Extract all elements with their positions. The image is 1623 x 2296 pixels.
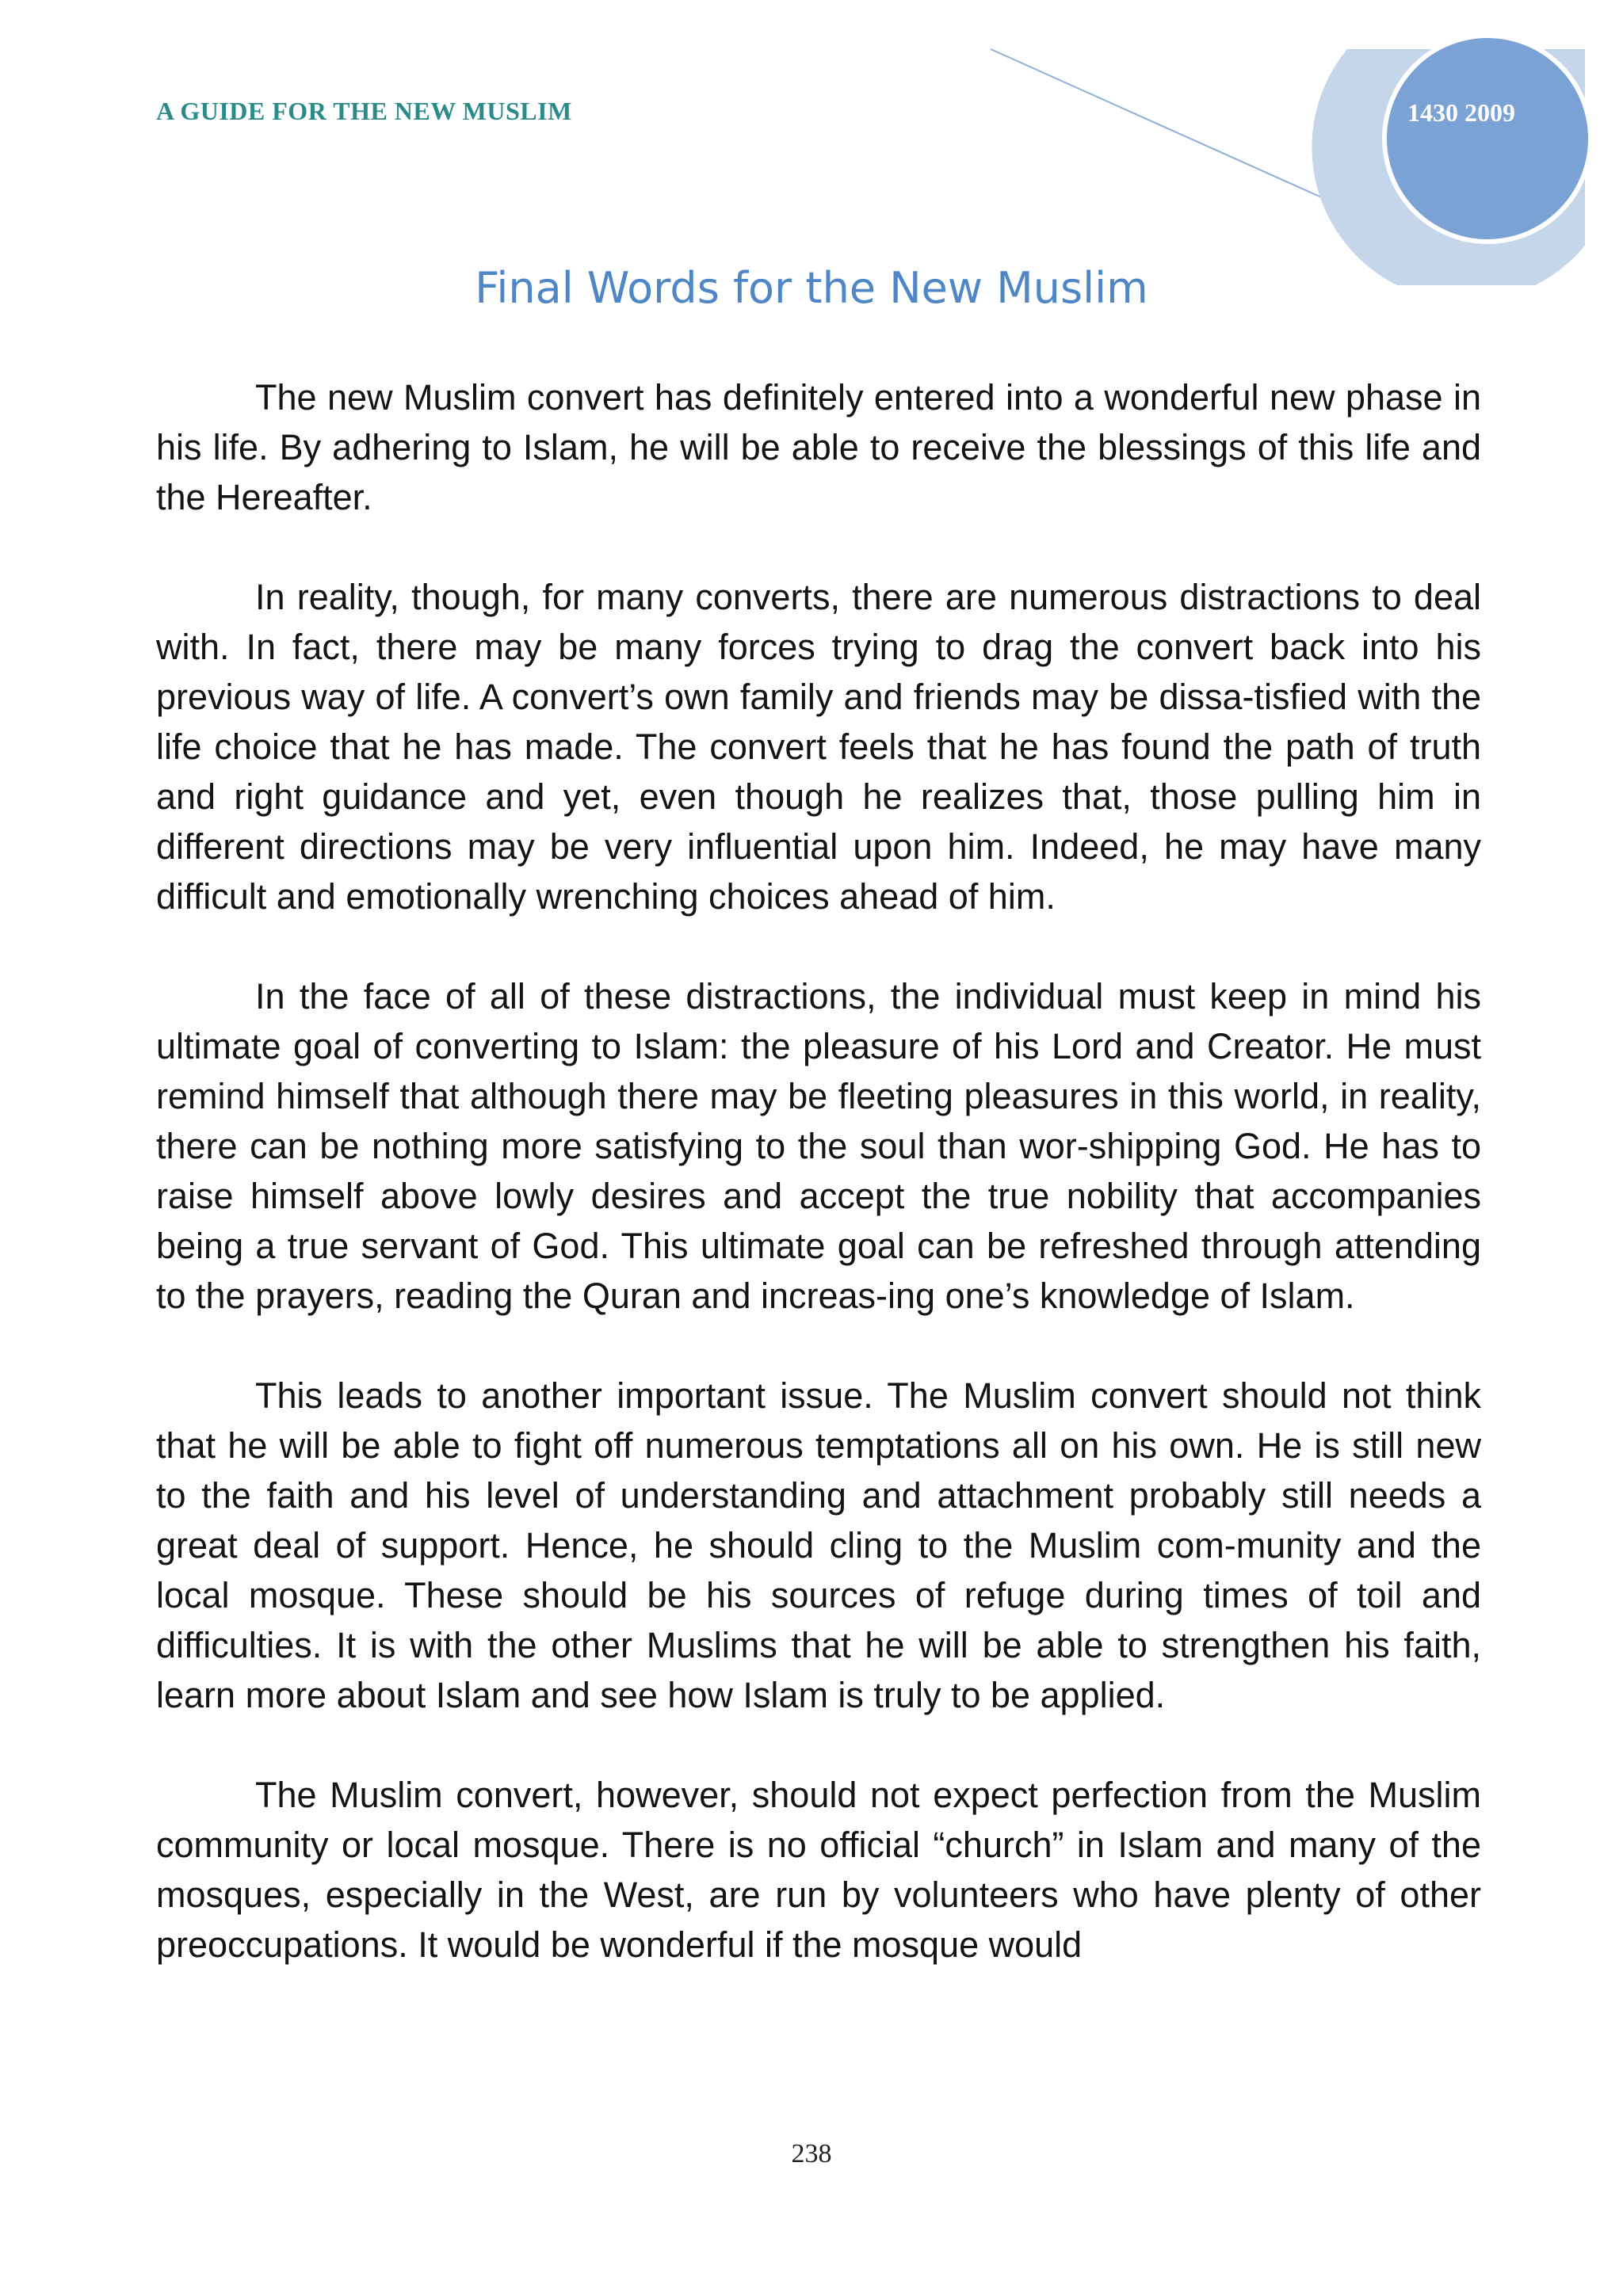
book-title: A GUIDE FOR THE NEW MUSLIM [156,97,572,125]
paragraph: The Muslim convert, however, should not expect perfection from the Muslim community or local mosque. There is no official “church” in Islam and many of the mosques, especially in the West, are run by volunteers who have plenty of other preoccupations. It would be wonderful if the mosque would [156,1775,1481,1965]
paragraph: The new Muslim convert has definitely entered into a wonderful new phase in his life. By adhering to Islam, he will be able to receive the blessings of this life and the Hereafter. [156,377,1481,517]
paragraph: In the face of all of these distractions, the individual must keep in mind his ultimate goal of converting to Islam: the pleasure of his Lord and Creator. He must remind himself that although there may be fleeting pleasures in this world, in reality, there can be nothing more satisfying to the soul than wor-shipping God. He has to raise himself above lowly desires and accept the true nobility that accompanies being a true servant of God. This ultimate goal can be refreshed through attending to the prayers, reading the Quran and increas-ing one’s knowledge of Islam. [156,976,1481,1316]
header-decoration [0,0,1623,285]
chapter-title: Final Words for the New Muslim [475,263,1148,313]
paragraph: In reality, though, for many converts, there are numerous distractions to deal with. In fact, there may be many forces trying to drag the convert back into his previous way of life. A convert’s own family and friends may be dissa-tisfied with the life choice that he has made. The convert feels that he has found the path of truth and right guidance and yet, even though he realizes that, those pulling him in different directions may be very influential upon him. Indeed, he may have many difficult and emotionally wrenching choices ahead of him. [156,577,1481,917]
paragraph: This leads to another important issue. The Muslim convert should not think that he will be able to fight off numerous temptations all on his own. He is still new to the faith and his level of understanding and attachment probably still needs a great deal of support. Hence, he should cling to the Muslim com-munity and the local mosque. These should be his sources of refuge during times of toil and difficulties. It is with the other Muslims that he will be able to strengthen his faith, learn more about Islam and see how Islam is truly to be applied. [156,1375,1481,1715]
year-label: 1430 2009 [1407,98,1515,127]
body-text [156,372,1481,2019]
page-number: 238 [791,2139,832,2168]
